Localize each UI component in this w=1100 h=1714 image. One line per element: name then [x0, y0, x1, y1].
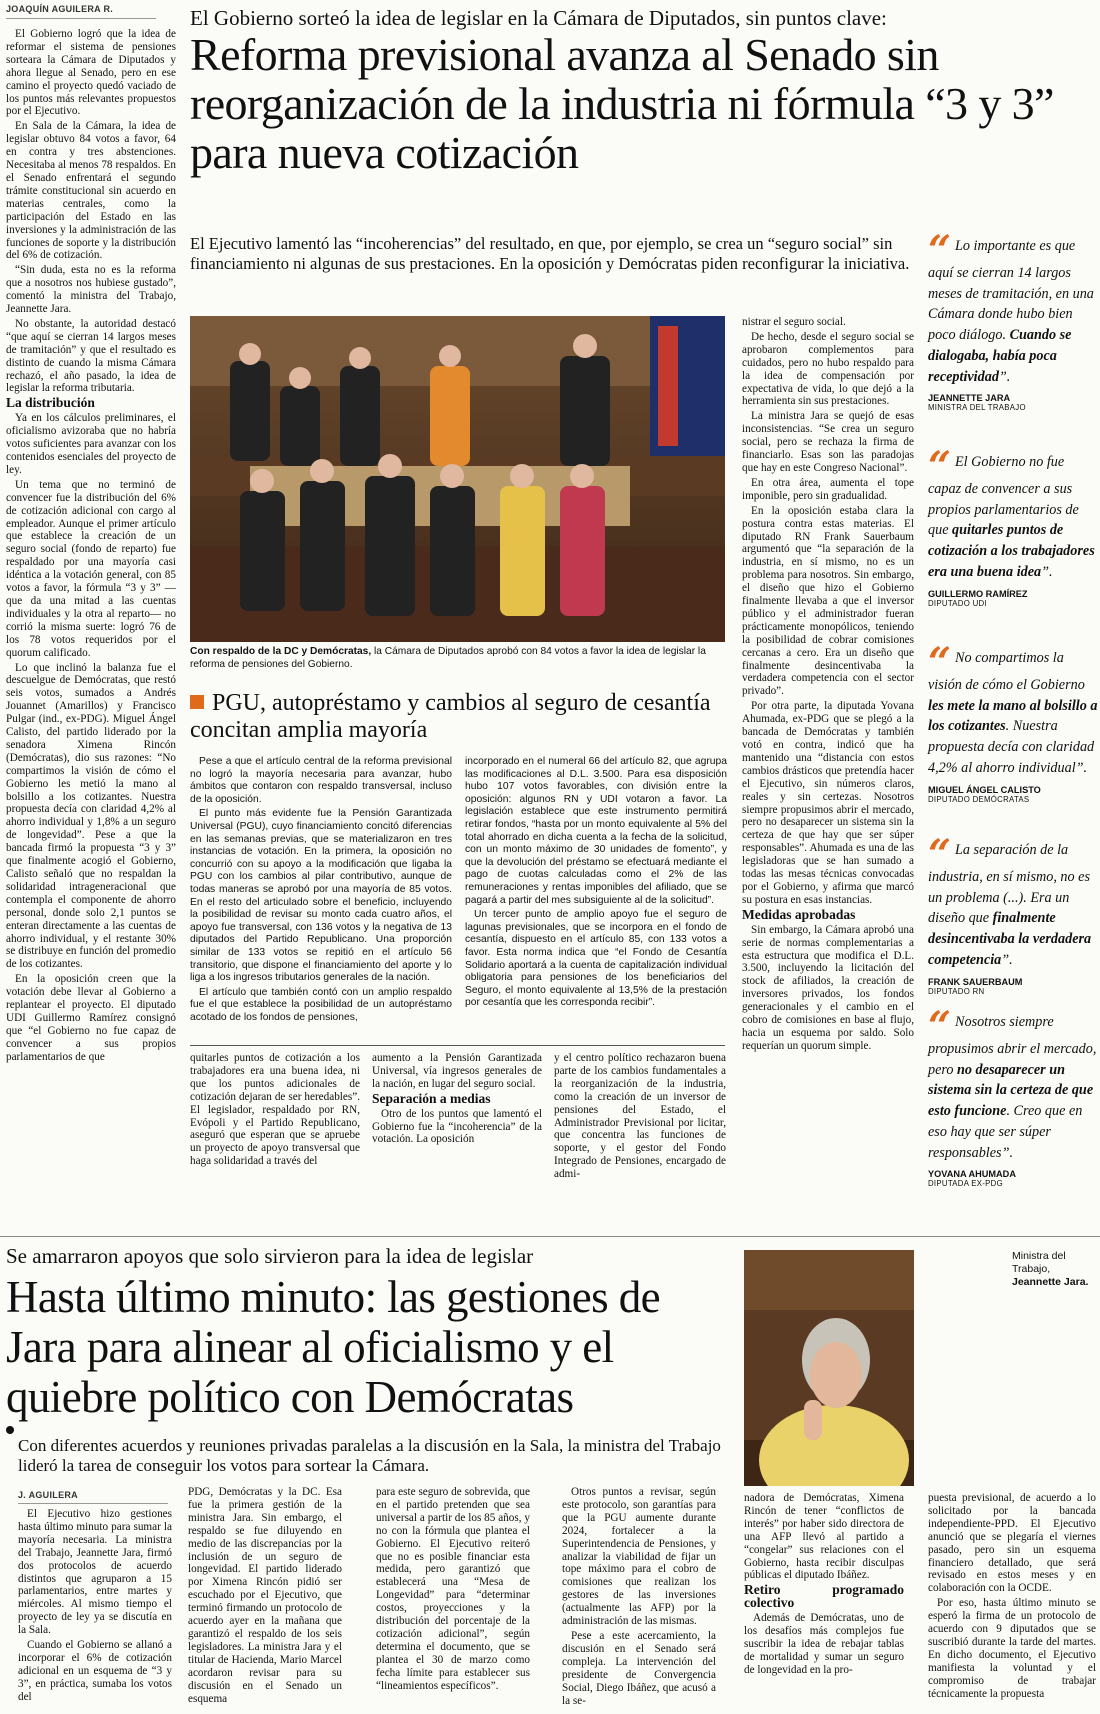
paragraph: Un tercer punto de amplio apoyo fue el seguro de lagunas previsionales, que se incorpora en el fondo de cesantía, dispuesto en el artículo 85, con 133 votos a favor. Esta norma indica que “el Fondo de Cesantía Solidario aportará a la cuenta de capitalización individual obligatoria para pensiones de los beneficiarios del Seguro, el monto equivalente al 13,5% de la prestación por cesantía que les corresponda recibir”. [465, 909, 727, 1009]
section-subhead: La distribución [6, 395, 95, 411]
section-subhead: Medidas aprobadas [742, 906, 856, 922]
paragraph: nistrar el seguro social. [742, 316, 846, 328]
quote-role: DIPUTADA EX-PDG [928, 1179, 1003, 1189]
story2-col3 [376, 1486, 530, 1714]
paragraph: En Sala de la Cámara, la idea de legislar obtuvo 84 votos a favor, 64 en contra y tres abstenciones. Necesitaba al menos 78 respaldos. En el Senado enfrentará el segundo trámite constitucional sin acuerdo en materias centrales, como la participación del Estado en las inversiones y la administración de las funciones de soporte y la distribución del 6% de cotización. [6, 120, 176, 262]
quote-mark-icon: “ [928, 1003, 952, 1050]
jara-photo [744, 1250, 914, 1486]
quote-author: GUILLERMO RAMÍREZ [928, 588, 1028, 599]
quote-text: “ Nosotros siempre propusimos abrir el mercado, pero no desaparecer un sistema sin la certeza de que esto funcione. Creo que en eso hay que ser súper responsables”. [928, 1003, 1097, 1161]
paragraph: Cuando el Gobierno se allanó a incorporar el 6% de cotización adicional en un esquema de “3 y 3”, en práctica, sumaba los votos del [18, 1639, 172, 1703]
quote-role: DIPUTADO RN [928, 986, 985, 996]
paragraph: Pese a que el artículo central de la reforma previsional no logró la mayoría necesaria para avanzar, hubo ámbitos que contaron con respaldo transversal, incluso de la oposición. [190, 756, 452, 805]
quote-text: “ La separación de la industria, en sí mismo, no es un problema (...). Era un diseño que finalmente desincentivaba la verdadera competencia”. [928, 831, 1092, 968]
parliament-photo-illustration [190, 316, 725, 642]
paragraph: El punto más evidente fue la Pensión Garantizada Universal (PGU), cuyo financiamiento concitó diferencias en las semanas previas, que se materializaron en tres instancias de votación. En la primera, la oposición no concurrió con su apoyo a la modificación que ligaba la PGU con los cambios al pilar contributivo, aunque de todas maneras se aprobó por una mayoría de 85 votos. En el resto del articulado sobre el beneficio, incluyendo la posibilidad de revisar su monto cada cuatro años, el apoyo fue transversal, con 136 votos y la negativa de 13 diputados del Partido Republicano. Una proporción similar de 133 votos se repitió en el artículo 56 transitorio, que dispone el financiamiento del aporte y lo liga a los ingresos tributarios generales de la nación. [190, 808, 452, 984]
paragraph: Ya en los cálculos preliminares, el oficialismo avizoraba que no habría votos suficientes para avanzar con los contenidos esenciales del proyecto de ley. [6, 412, 176, 476]
story2-col5 [744, 1492, 904, 1714]
pgu-box-title [190, 690, 725, 744]
paragraph: El artículo que también contó con un amplio respaldo fue el que establece la posibilidad de un autopréstamo acotado de los fondos de pensiones, [190, 986, 452, 1023]
quote-mark-icon: “ [928, 443, 952, 490]
paragraph: Además de Demócratas, uno de los desafíos más complejos fue suscribir la idea de rebajar tablas de mortalidad y sumar un seguro de longevidad en la pro- [744, 1612, 904, 1676]
quote-jara [928, 227, 1100, 413]
quote-ahumada [928, 1003, 1100, 1189]
paragraph: Otro de los puntos que lamentó el Gobierno fue la “incoherencia” de la votación. La oposición [372, 1107, 542, 1146]
byline-story2: J. AGUILERA [18, 1490, 78, 1500]
photo-caption-text: la Cámara de Diputados aprobó con 84 votos a favor la idea de legislar la reforma de pensiones del Gobierno. [190, 646, 706, 670]
story1-kicker: El Gobierno sorteó la idea de legislar en la Cámara de Diputados, sin puntos clave: [190, 6, 887, 30]
quote-text: “ No compartimos la visión de cómo el Gobierno les mete la mano al bolsillo a los cotizantes. Nuestra propuesta decía con claridad 4,2% al ahorro individual”. [928, 639, 1098, 776]
story2-col2 [188, 1486, 342, 1714]
paragraph: Por eso, hasta último minuto se esperó la firma de un protocolo de acuerdo con 9 diputados que se suscribió durante la tarde del martes. En dicho documento, el Ejecutivo manifiesta la voluntad y el compromiso de trabajar técnicamente la propuesta [928, 1597, 1096, 1700]
quote-ramirez [928, 443, 1100, 608]
paragraph: Pese a este acercamiento, la discusión en el Senado será compleja. La intervención del presidente de Convergencia Social, Diego Ibáñez, que acusó a la se- [562, 1629, 716, 1707]
pgu-box-col2 [465, 756, 727, 1038]
paragraph: No obstante, la autoridad destacó “que aquí se cierran 14 largos meses de tramitación” y que el resultado es distinto de cuando la misma Cámara rechazó, el año pasado, la idea de legislar la reforma tributaria. [6, 317, 176, 395]
parliament-photo [190, 316, 725, 642]
section-subhead: Retiro programado colectivo [744, 1582, 904, 1611]
paragraph: En la oposición estaba clara la postura contra estas materias. El diputado RN Frank Sauerbaum argumentó que “la separación de la industria, en sí mismo, no es un problema para nosotros. Sin embargo, el diseño que hizo el Gobierno finalmente llevaba a que el inversor público y el administrador fueran prácticamente monopólicos, teniendo la posibilidad de cobrar comisiones cercanas a cero. Era un diseño que finalmente desincentivaba la verdadera competencia con el sector privado”. [742, 504, 914, 698]
quote-author: MIGUEL ÁNGEL CALISTO [928, 784, 1041, 795]
quote-mark-icon: “ [928, 639, 952, 686]
quote-author: YOVANA AHUMADA [928, 1169, 1016, 1180]
quote-author: JEANNETTE JARA [928, 393, 1011, 404]
paragraph: Lo que inclinó la balanza fue el descuelgue de Demócratas, que restó seis votos, sumados a Andrés Jouannet (Amarillos) y Francisco Pulgar (ind., ex-PDG). Miguel Ángel Calisto, del partido liderado por la senadora Ximena Rincón (Demócratas), dio sus razones: “No compartimos la visión de cómo el Gobierno les metió la mano al bolsillo a los cotizantes. Nuestra propuesta decía con claridad 4,2% al ahorro individual y 1,8% a un seguro de longevidad”. Pese a que la bancada firmó la propuesta “3 y 3” que finalmente acogió el Gobierno, Calisto señaló que no respaldan la solidaridad intrageneracional que contempla el componente de ahorro personal, donde solo 2,1 puntos se enteran directamente a las cuentas de ahorro individual, y el restante 30% se distribuye en función del promedio de los cotizantes. [6, 661, 176, 971]
story2-dek: Con diferentes acuerdos y reuniones privadas paralelas a la discusión en la Sala, la ministra del Trabajo lideró la tarea de conseguir los votos para sortear la Cámara. [18, 1436, 721, 1475]
paragraph: para este seguro de sobrevida, que en el partido pretenden que sea universal a partir de los 85 años, y no con la fórmula que plantea el Gobierno. El Ejecutivo reiteró que no es posible financiar esta medida, pero garantizó que establecerá una “Mesa de Longevidad” para “determinar costos, proyecciones y la distribución del porcentaje de la cotización adicional”, según determina el documento, que se plantea el 30 de marzo como fecha límite para establecer sus “lineamientos específicos”. [376, 1486, 530, 1692]
quote-text: “ Lo importante es que aquí se cierran 14 largos meses de tramitación, en una Cámara donde hubo bien poco diálogo. Cuando se dialogaba, había poca receptividad”. [928, 227, 1094, 385]
orange-square-icon [190, 695, 204, 709]
jara-photo-caption: Ministra del Trabajo, Jeannette Jara. [1012, 1250, 1089, 1288]
quote-calisto [928, 639, 1100, 804]
story-divider [0, 1236, 1100, 1237]
story2-col4 [562, 1486, 716, 1714]
story1-dek: El Ejecutivo lamentó las “incoherencias” del resultado, en que, por ejemplo, se crea un “seguro social” sin financiamiento ni algunas de sus prestaciones. En la oposición y Demócratas piden reconfigurar la iniciativa. [190, 234, 910, 273]
story2-kicker: Se amarraron apoyos que solo sirvieron para la idea de legislar [6, 1244, 534, 1268]
story2-col6 [928, 1492, 1096, 1714]
quote-mark-icon: “ [928, 227, 952, 274]
paragraph: En la oposición creen que la votación debe llevar al Gobierno a replantear el proyecto. El diputado UDI Guillermo Ramírez consignó que “el Gobierno no fue capaz de convencer a sus propios parlamentarios de que [6, 973, 176, 1063]
paragraph: Sin embargo, la Cámara aprobó una serie de normas complementarias a esta estructura que modifica el D.L. 3.500, incluyendo la licitación del stock de afiliados, la creación de inversores privados, los fondos generacionales y el cambio en el cobro de comisiones en base al flujo, hacia un esquema por saldo. Solo requerían un quorum simple. [742, 923, 914, 1052]
quote-role: DIPUTADO UDI [928, 598, 987, 608]
jara-photo-illustration [744, 1250, 914, 1486]
paragraph: En otra área, aumenta el tope imponible, pero sin gradualidad. [742, 476, 914, 502]
paragraph: aumento a la Pensión Garantizada Universal, vía ingresos generales de la nación, en lugar del seguro social. [372, 1052, 542, 1090]
story2-col1 [18, 1508, 172, 1714]
paragraph: puesta previsional, de acuerdo a lo solicitado por la bancada independiente-PPD. El Ejecutivo anunció que se plegaría el viernes pasado, pero sin un esquema financiero detallado, que será revisado en estos meses y en colaboración con la OCDE. [928, 1492, 1096, 1595]
byline-rule [18, 1503, 168, 1504]
quote-role: MINISTRA DEL TRABAJO [928, 403, 1026, 413]
paragraph: nadora de Demócratas, Ximena Rincón de tener “conflictos de interés” por haber sido directora de una AFP llevó al partido a “congelar” sus relaciones con el Gobierno, hasta recibir disculpas públicas el diputado Ibáñez. [744, 1492, 904, 1582]
paragraph: La ministra Jara se quejó de esas inconsistencias. “Se crea un seguro social, pero se rechaza la firma de financiarlo. Esas son las paradojas que hay en este Congreso Nacional”. [742, 410, 914, 474]
quote-mark-icon: “ [928, 831, 952, 878]
byline-rule [6, 18, 156, 19]
story1-left-column [6, 28, 176, 1204]
paragraph: PDG, Demócratas y la DC. Esa fue la primera gestión de la ministra Jara. Sin embargo, el respaldo se fue diluyendo en medio de las discrepancias por la inclusión de un seguro de longevidad. El partido liderado por Ximena Rincón pidió ser escuchado por el Ejecutivo, que terminó firmando un protocolo de acuerdo ayer en la mañana que garantizó el respaldo de los seis legisladores. La ministra Jara y el titular de Hacienda, Mario Marcel acordaron revisar para su discusión en el Senado un esquema [188, 1486, 342, 1705]
paragraph: Otros puntos a revisar, según este protocolo, son garantías para que la PGU aumente durante 2024, fortalecer a la Superintendencia de Pensiones, y analizar la viabilidad de fijar un tope máximo para el cobro de comisiones que realizan los gestores de las inversiones (actualmente las AFP) por la administración de las mismas. [562, 1486, 716, 1628]
pgu-box-col1 [190, 756, 452, 1038]
photo-caption [190, 646, 725, 671]
quote-text: “ El Gobierno no fue capaz de convencer a sus propios parlamentarios de que quitarles puntos de cotización a los trabajadores era una buena idea”. [928, 443, 1095, 580]
story1-mid-column [742, 316, 914, 1204]
pgu-box-title-text: PGU, autopréstamo y cambios al seguro de cesantía concitan amplia mayoría [190, 690, 711, 743]
byline-story1: JOAQUÍN AGUILERA R. [6, 4, 114, 14]
quote-role: DIPUTADO DEMÓCRATAS [928, 794, 1030, 804]
paragraph: Por otra parte, la diputada Yovana Ahumada, ex-PDG que se plegó a la bancada de Demócratas y también votó en contra, indicó que ha mantenido una “distancia con estos cambios drásticos que pretendía hacer el Ejecutivo, sin números claros, reales y sin certezas. Nosotros siempre propusimos abrir el mercado, pero no desaparecer un sistema sin la certeza de que hay que ser súper responsables”. Ahumada es una de las legisladoras que se han sumado a todas las mesas técnicas convocadas por el Gobierno, y afirma que marcó su postura en esas instancias. [742, 700, 914, 906]
story1-bottom-col1 [190, 1052, 360, 1204]
section-subhead: Separación a medias [372, 1090, 491, 1106]
paragraph: quitarles puntos de cotización a los trabajadores era una buena idea, ni que los puntos adicionales de cotización dejaran de ser heredables”. El legislador, respaldado por RN, Evópoli y el Partido Republicano, aseguró que esperan que se apruebe un proyecto de apoyo transversal que haga solidaridad a través del [190, 1052, 360, 1168]
paragraph: El Ejecutivo hizo gestiones hasta último minuto para sumar la mayoría necesaria. La ministra del Trabajo, Jeannette Jara, firmó dos protocolos de acuerdo distintos que agruparon a 15 parlamentarios, entre martes y miércoles. Al mismo tiempo el proyecto de ley ya se discutía en la Sala. [18, 1508, 172, 1637]
paragraph: El Gobierno logró que la idea de reformar el sistema de pensiones sorteara la Cámara de Diputados y ahora llegue al Senado, pero en ese camino el proyecto quedó vaciado de los puntos más relevantes propuestos por el Ejecutivo. [6, 28, 176, 118]
paragraph: Un tema que no terminó de convencer fue la distribución del 6% de cotización adicional con cargo al empleador. Aunque el primer artículo que establece la creación de un seguro social (fondo de reparto) fue respaldado por una mayoría casi idéntica a la votación general, con 85 votos a favor, la fórmula “3 y 3” —que da una mitad a las cuentas individuales y la otra al reparto— no corrió la misma suerte: logró 76 de los 78 votos requeridos por el quorum calificado. [6, 478, 176, 659]
quote-author: FRANK SAUERBAUM [928, 976, 1023, 987]
box-rule [190, 1045, 725, 1046]
bullet-dot [6, 1426, 14, 1434]
paragraph: “Sin duda, esta no es la reforma que a nosotros nos hubiese gustado”, comentó la ministra del Trabajo, Jeannette Jara. [6, 264, 176, 316]
paragraph: De hecho, desde el seguro social se aprobaron complementos para cuidados, pero no hubo respaldo para la idea de compensación por expectativa de vida, lo que dejó a la herramienta sin sus prestaciones. [742, 330, 914, 408]
quote-sauerbaum [928, 831, 1100, 996]
paragraph: incorporado en el numeral 66 del artículo 82, que agrupa las modificaciones al D.L. 3.500. Para esa disposición hubo 107 votos favorables, con división entre la oposición: algunos RN y UDI votaron a favor. La legislación establece que este instrumento permitirá retirar fondos, “hasta por un monto equivalente al 5% del total ahorrado en dicha cuenta a la fecha de la solicitud, con un monto máximo de 30 unidades de fomento”, y que la devolución del préstamo se efectuará mediante el pago de cuotas calculadas como el 2% de las remuneraciones y rentas imponibles del afiliado, que se pagará a partir del mes subsiguiente al de la solicitud”. [465, 756, 727, 906]
photo-caption-bold: Con respaldo de la DC y Demócratas, [190, 646, 372, 657]
story1-bottom-col2 [372, 1052, 542, 1204]
story2-headline: Hasta último minuto: las gestiones de Jara para alinear al oficialismo y el quiebre político con Demócratas [6, 1272, 660, 1422]
story1-headline: Reforma previsional avanza al Senado sin reorganización de la industria ni fórmula “3 y 3” para nueva cotización [190, 29, 1054, 178]
story1-bottom-col3 [554, 1052, 726, 1204]
paragraph: y el centro político rechazaron buena parte de los cambios fundamentales a la reorganización de la industria, como la creación de un inversor de pensiones del Estado, el Administrador Previsional por licitar, que concentra las funciones de soporte, y el gestor del Fondo Integrado de Pensiones, encargado de admi- [554, 1052, 726, 1181]
